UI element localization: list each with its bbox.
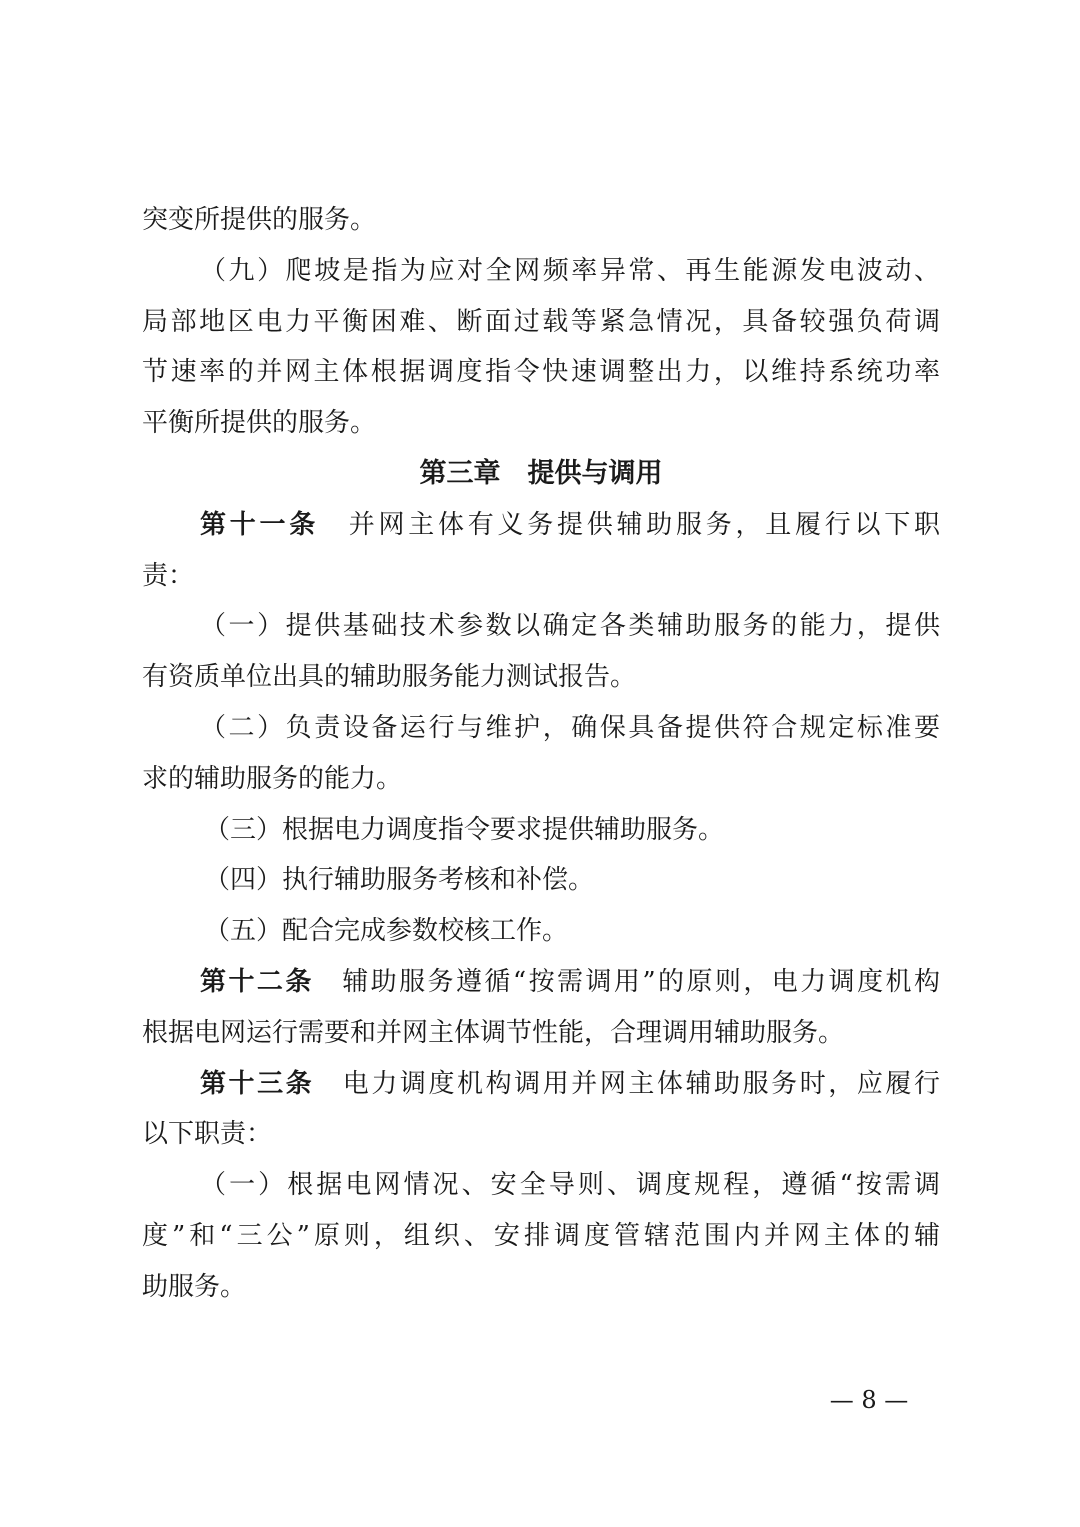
paragraph-line: 以下职责： — [142, 1119, 273, 1150]
list-item-line: （三）根据电力调度指令要求提供辅助服务。 — [204, 814, 725, 845]
paragraph-line: 责： — [142, 560, 195, 591]
list-item-line: 度”和“三公”原则，组织、安排调度管辖范围内并网主体的辅 — [142, 1220, 940, 1251]
list-item-line: （一）提供基础技术参数以确定各类辅助服务的能力，提供 — [200, 611, 940, 642]
chapter-heading: 第三章 提供与调用 — [419, 457, 663, 489]
article-label: 第十二条 — [200, 966, 314, 997]
paragraph-line: 根据电网运行需要和并网主体调节性能，合理调用辅助服务。 — [142, 1017, 845, 1048]
article-text: 并网主体有义务提供辅助服务，且履行以下职 — [348, 509, 940, 540]
list-item-line: （五）配合完成参数校核工作。 — [204, 916, 569, 947]
list-item-line: （二）负责设备运行与维护，确保具备提供符合规定标准要 — [200, 712, 940, 743]
list-item-line: （四）执行辅助服务考核和补偿。 — [204, 865, 595, 896]
list-item-line: 求的辅助服务的能力。 — [142, 763, 403, 794]
article-line — [142, 500, 940, 551]
article-label: 第十三条 — [200, 1068, 315, 1099]
list-item-line: 有资质单位出具的辅助服务能力测试报告。 — [142, 662, 637, 693]
article-text: 辅助服务遵循“按需调用”的原则，电力调度机构 — [342, 966, 940, 997]
paragraph-line: 节速率的并网主体根据调度指令快速调整出力，以维持系统功率 — [142, 357, 940, 388]
paragraph-line: 局部地区电力平衡困难、断面过载等紧急情况，具备较强负荷调 — [142, 306, 940, 337]
paragraph-line: （九）爬坡是指为应对全网频率异常、再生能源发电波动、 — [200, 255, 940, 286]
paragraph-line: 突变所提供的服务。 — [142, 205, 377, 235]
paragraph-line: 平衡所提供的服务。 — [142, 408, 377, 439]
article-line — [142, 1059, 940, 1110]
article-label: 第十一条 — [200, 509, 319, 540]
article-line — [142, 957, 940, 1008]
page-number: — 8 — — [829, 1386, 909, 1414]
list-item-line: （一）根据电网情况、安全导则、调度规程，遵循“按需调 — [200, 1170, 940, 1201]
list-item-line: 助服务。 — [142, 1271, 247, 1302]
article-text: 电力调度机构调用并网主体辅助服务时，应履行 — [342, 1068, 940, 1099]
document-body — [142, 195, 940, 1313]
